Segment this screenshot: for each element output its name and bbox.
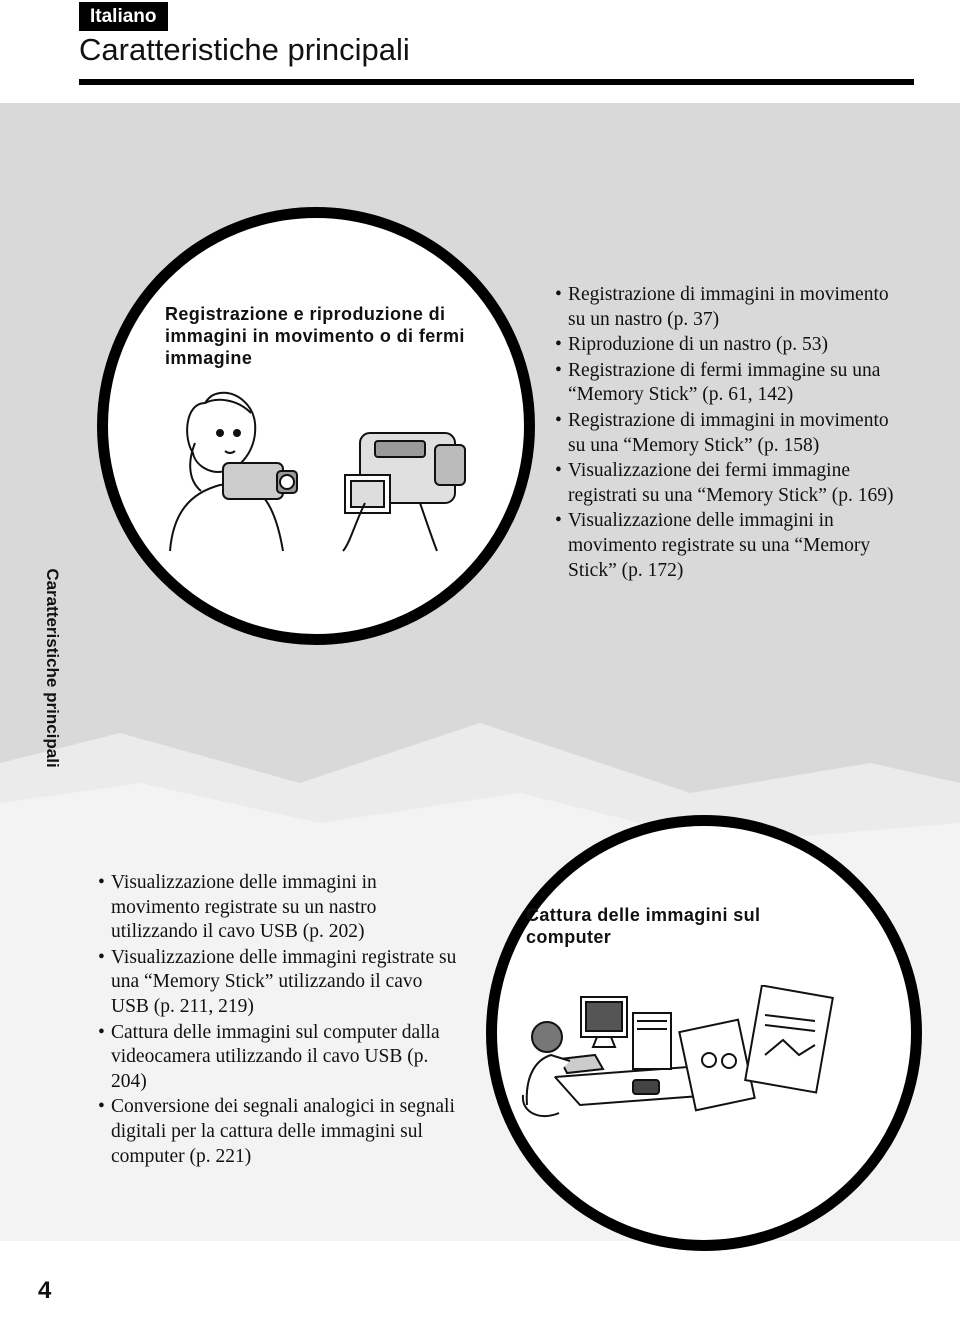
list-item: • Registrazione di immagini in movimento su una “Memory Stick” (p. 158) — [555, 409, 905, 458]
list-item: • Visualizzazione delle immagini registrate su una “Memory Stick” utilizzando il cavo USB (p. 211, 219) — [98, 946, 458, 1020]
page-number: 4 — [38, 1277, 52, 1304]
side-section-label: Caratteristiche principali — [43, 568, 62, 768]
recording-feature-list — [555, 283, 905, 584]
list-item: • Registrazione di immagini in movimento su un nastro (p. 37) — [555, 283, 905, 332]
list-item: • Riproduzione di un nastro (p. 53) — [555, 333, 905, 358]
title-rule — [79, 79, 914, 85]
recording-heading: Registrazione e riproduzione di immagini in movimento o di fermi immagine — [165, 304, 465, 368]
list-item: • Visualizzazione delle immagini in movimento registrate su un nastro utilizzando il cavo USB (p. 202) — [98, 871, 458, 945]
language-tag: Italiano — [79, 2, 168, 31]
computer-illustration — [515, 985, 845, 1125]
camcorder-illustration — [165, 383, 495, 553]
list-item: • Registrazione di fermi immagine su una “Memory Stick” (p. 61, 142) — [555, 359, 905, 408]
computer-capture-heading: Cattura delle immagini sul computer — [526, 905, 761, 947]
page-title: Caratteristiche principali — [79, 32, 410, 67]
list-item: • Conversione dei segnali analogici in segnali digitali per la cattura delle immagini sul computer (p. 221) — [98, 1095, 458, 1169]
list-item: • Visualizzazione dei fermi immagine registrati su una “Memory Stick” (p. 169) — [555, 459, 905, 508]
list-item: • Cattura delle immagini sul computer dalla videocamera utilizzando il cavo USB (p. 204) — [98, 1021, 458, 1095]
list-item: • Visualizzazione delle immagini in movimento registrate su una “Memory Stick” (p. 172) — [555, 509, 905, 583]
computer-feature-list — [98, 871, 458, 1170]
